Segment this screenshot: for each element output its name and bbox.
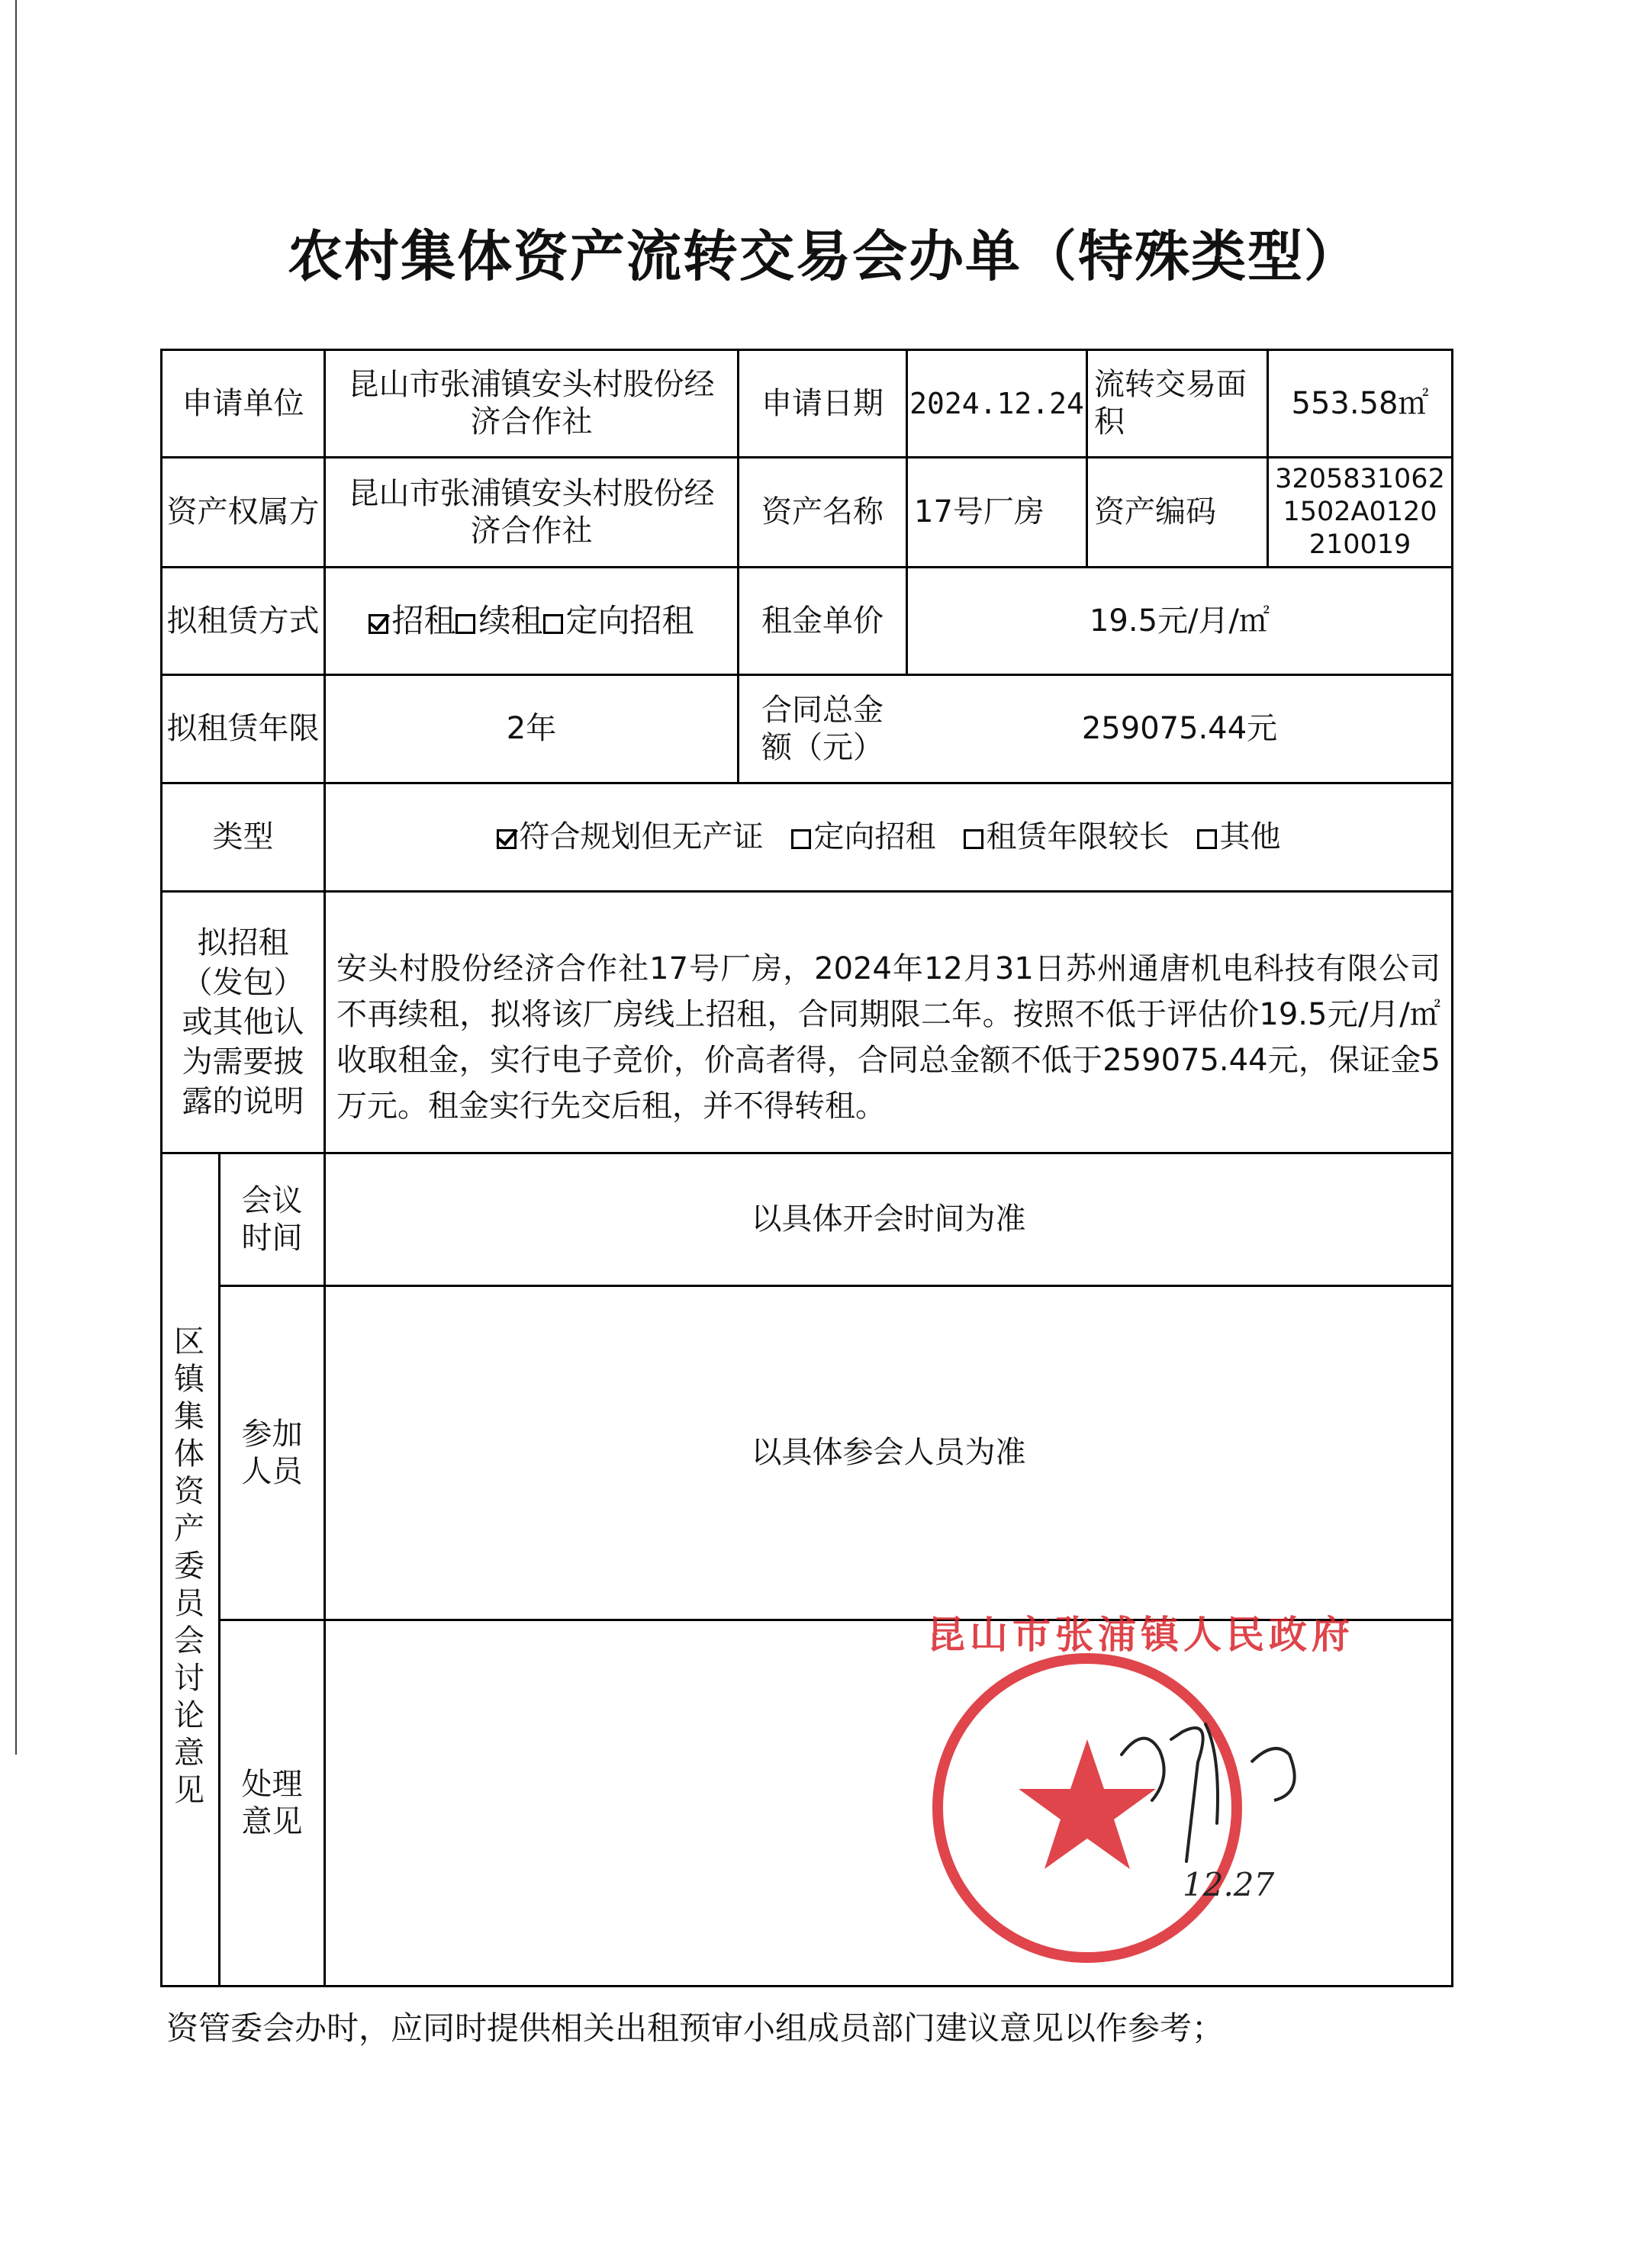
value-lease-term: 2年 <box>506 711 557 747</box>
value-asset-name: 17号厂房 <box>914 494 1044 530</box>
checkbox-icon <box>964 829 983 849</box>
label-opinion: 处理意见 <box>241 1766 303 1839</box>
value-attendees: 以具体参会人员为准 <box>751 1435 1026 1471</box>
value-unit-price: 19.5元/月/㎡ <box>1089 603 1270 639</box>
label-applicant: 申请单位 <box>182 385 304 421</box>
label-type: 类型 <box>212 819 274 855</box>
lease-method-zhaozu: 招租 <box>369 601 455 640</box>
lease-method-options <box>326 568 737 674</box>
label-apply-date: 申请日期 <box>761 385 884 421</box>
label-lease-term: 拟租赁年限 <box>166 711 320 747</box>
signature-date: 12.27 <box>1183 1866 1275 1903</box>
document-title: 农村集体资产流转交易会办单（特殊类型） <box>287 224 1360 288</box>
label-owner: 资产权属方 <box>166 494 320 530</box>
lease-method-xuzu: 续租 <box>455 601 542 640</box>
type-option-other: 其他 <box>1197 819 1281 856</box>
checkbox-icon <box>791 829 811 849</box>
row-border <box>160 1985 1453 1987</box>
label-unit-price: 租金单价 <box>761 603 884 639</box>
value-apply-date: 2024.12.24 <box>909 386 1084 420</box>
value-asset-code: 32058310621502A0120210019 <box>1275 464 1445 560</box>
label-committee: 区镇集体资产委员会讨论意见 <box>174 1324 204 1808</box>
label-disclosure: 拟招租（发包）或其他认为需要披露的说明 <box>182 925 304 1119</box>
value-disclosure: 安头村股份经济合作社17号厂房，2024年12月31日苏州通唐机电科技有限公司不再续租，拟将该厂房线上招租，合同期限二年。按照不低于评估价19.5元/月/㎡收取租金，实行电子竞价，价高者得，合同总金额不低于259075.44元，保证金5万元。租金实行先交后租，并不得转租。 <box>336 951 1440 1124</box>
label-meeting-time: 会议时间 <box>241 1182 303 1256</box>
seal-text: 昆山市张浦镇人民政府 <box>927 1613 1354 1657</box>
checkbox-icon <box>1197 829 1217 849</box>
checkbox-icon <box>455 614 475 634</box>
value-contract-total: 259075.44元 <box>1081 711 1278 747</box>
checkbox-checked-icon <box>497 829 517 849</box>
checkbox-icon <box>543 614 563 634</box>
label-area: 流转交易面积 <box>1094 367 1247 439</box>
type-option-directed: 定向招租 <box>791 819 936 856</box>
col-border <box>1451 349 1453 1987</box>
label-asset-name: 资产名称 <box>761 494 884 530</box>
label-lease-method: 拟租赁方式 <box>166 603 320 639</box>
checkbox-checked-icon <box>369 614 388 634</box>
value-meeting-time: 以具体开会时间为准 <box>751 1202 1026 1237</box>
value-owner: 昆山市张浦镇安头村股份经济合作社 <box>348 475 715 549</box>
type-options <box>326 784 1451 890</box>
value-applicant: 昆山市张浦镇安头村股份经济合作社 <box>348 367 715 439</box>
type-option-long-term: 租赁年限较长 <box>964 819 1170 856</box>
footer-note: 资管委会办时，应同时提供相关出租预审小组成员部门建议意见以作参考； <box>166 2009 1225 2047</box>
label-contract-total: 合同总金额（元） <box>761 692 884 765</box>
lease-method-dingxiang: 定向招租 <box>543 601 694 640</box>
value-area: 553.58㎡ <box>1291 385 1429 421</box>
label-asset-code: 资产编码 <box>1094 494 1216 530</box>
label-attendees: 参加人员 <box>241 1416 303 1489</box>
handwritten-signature <box>1099 1709 1328 1907</box>
type-option-no-cert: 符合规划但无产证 <box>497 819 764 856</box>
